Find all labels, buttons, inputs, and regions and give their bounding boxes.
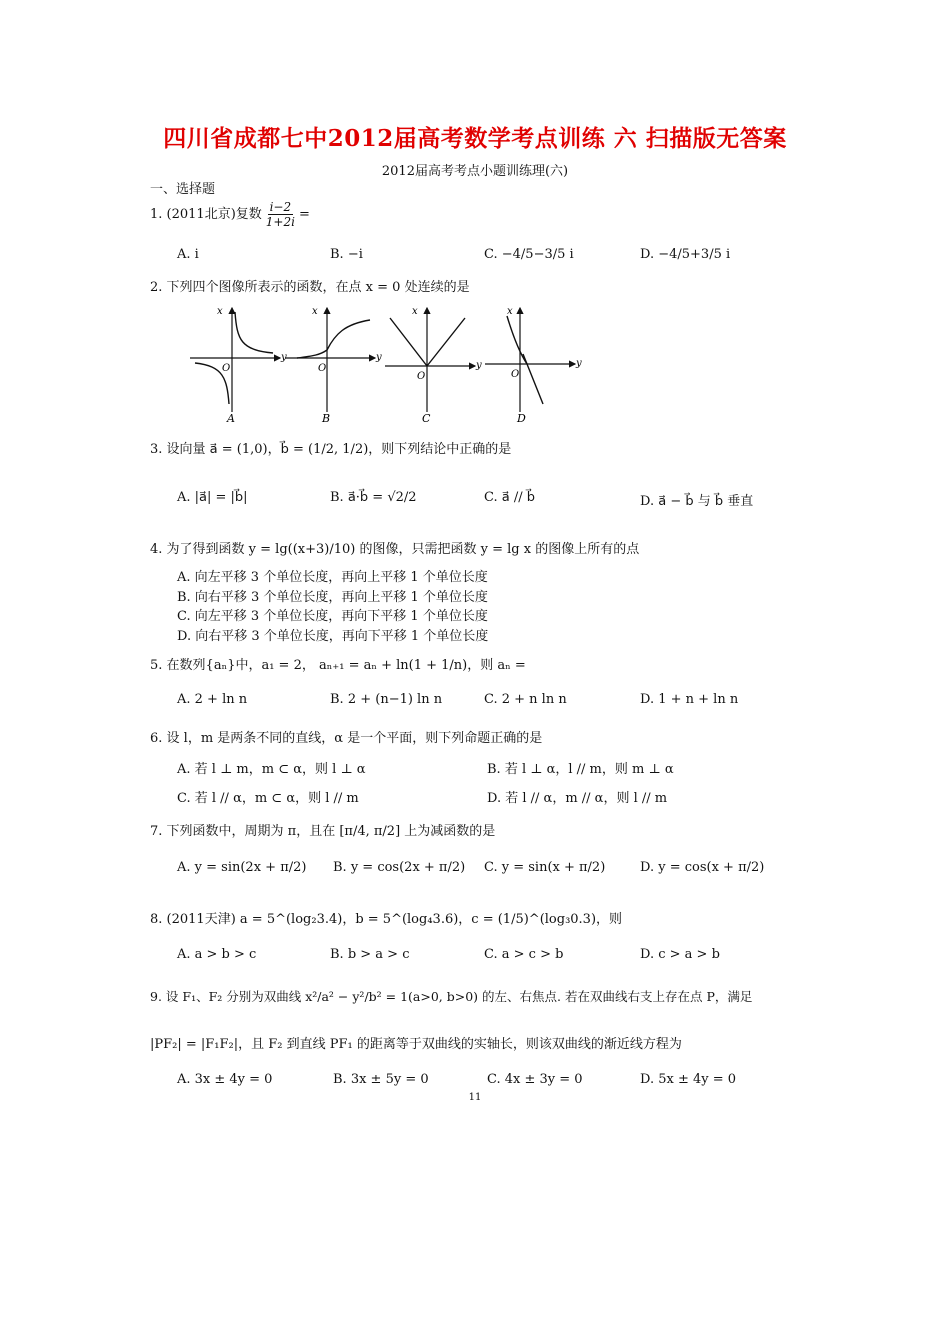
svg-text:C: C (422, 412, 431, 425)
question-5: 5. 在数列{aₙ}中，a₁ = 2， aₙ₊₁ = aₙ + ln(1 + 1/n)，则 aₙ = (150, 658, 526, 673)
q5-option-b: B. 2 + (n−1) ln n (330, 692, 443, 707)
function-graphs (185, 300, 605, 425)
svg-text:A: A (227, 412, 235, 425)
q6-option-d: D. 若 l // α，m // α，则 l // m (487, 791, 668, 806)
q4-option-a: A. 向左平移 3 个单位长度，再向上平移 1 个单位长度 (177, 570, 488, 585)
document-title: 四川省成都七中2012届高考数学考点训练 六 扫描版无答案 (163, 125, 787, 152)
q7-option-d: D. y = cos(x + π/2) (640, 860, 765, 875)
q3-option-a: A. |a⃗| = |b⃗| (177, 490, 248, 505)
svg-text:O: O (222, 363, 231, 374)
q3-option-d: D. a⃗ − b⃗ 与 b⃗ 垂直 (640, 494, 754, 509)
q1-option-a: A. i (177, 247, 199, 262)
fraction: $\frac{i-2}{1+2i}$ (265, 200, 295, 229)
q8-option-b: B. b > a > c (330, 947, 410, 962)
svg-text:y: y (281, 352, 287, 363)
q1-option-b: B. −i (330, 247, 363, 262)
svg-text:x: x (507, 306, 513, 317)
q7-option-a: A. y = sin(2x + π/2) (177, 860, 307, 875)
q6-option-b: B. 若 l ⊥ α，l // m，则 m ⊥ α (487, 762, 674, 777)
question-3: 3. 设向量 a⃗ = (1,0)，b⃗ = (1/2, 1/2)，则下列结论中正确的是 (150, 442, 512, 457)
svg-text:x: x (412, 306, 418, 317)
question-8: 8. (2011天津) a = 5^(log₂3.4)，b = 5^(log₄3.6)，c = (1/5)^(log₃0.3)，则 (150, 912, 623, 927)
svg-text:O: O (511, 369, 520, 380)
svg-text:x: x (217, 306, 223, 317)
graph-d (485, 306, 582, 425)
svg-text:D: D (517, 412, 526, 425)
q9-option-b: B. 3x ± 5y = 0 (333, 1072, 429, 1087)
svg-text:y: y (476, 360, 482, 371)
q4-option-d: D. 向右平移 3 个单位长度，再向下平移 1 个单位长度 (177, 629, 489, 644)
q3-option-b: B. a⃗·b⃗ = √2/2 (330, 490, 417, 505)
graph-a (190, 306, 287, 425)
q8-option-a: A. a > b > c (177, 947, 257, 962)
q8-option-c: C. a > c > b (484, 947, 564, 962)
question-7: 7. 下列函数中，周期为 π，且在 [π/4, π/2] 上为减函数的是 (150, 824, 496, 839)
q9-option-c: C. 4x ± 3y = 0 (487, 1072, 583, 1087)
svg-text:O: O (417, 371, 426, 382)
graph-b (285, 306, 382, 425)
graph-c (385, 306, 482, 425)
q7-option-c: C. y = sin(x + π/2) (484, 860, 606, 875)
q1-option-d: D. −4/5+3/5 i (640, 247, 731, 262)
q5-option-a: A. 2 + ln n (177, 692, 248, 707)
question-2: 2. 下列四个图像所表示的函数，在点 x = 0 处连续的是 (150, 280, 470, 295)
question-9-continued: |PF₂| = |F₁F₂|，且 F₂ 到直线 PF₁ 的距离等于双曲线的实轴长，则该双曲线的渐近线方程为 (150, 1037, 682, 1052)
question-4: 4. 为了得到函数 y = lg((x+3)/10) 的图像，只需把函数 y = lg x 的图像上所有的点 (150, 542, 640, 557)
page-number: 11 (468, 1092, 482, 1103)
q4-option-b: B. 向右平移 3 个单位长度，再向上平移 1 个单位长度 (177, 590, 488, 605)
svg-text:y: y (376, 352, 382, 363)
question-6: 6. 设 l，m 是两条不同的直线，α 是一个平面，则下列命题正确的是 (150, 731, 543, 746)
q1-option-c: C. −4/5−3/5 i (484, 247, 574, 262)
q8-option-d: D. c > a > b (640, 947, 720, 962)
q9-option-d: D. 5x ± 4y = 0 (640, 1072, 737, 1087)
q5-option-d: D. 1 + n + ln n (640, 692, 739, 707)
q9-option-a: A. 3x ± 4y = 0 (177, 1072, 273, 1087)
question-9: 9. 设 F₁、F₂ 分别为双曲线 x²/a² − y²/b² = 1(a>0, b>0) 的左、右焦点. 若在双曲线右支上存在点 P，满足 (150, 989, 753, 1004)
svg-text:x: x (312, 306, 318, 317)
svg-text:B: B (322, 412, 331, 425)
q7-option-b: B. y = cos(2x + π/2) (333, 860, 466, 875)
q6-option-a: A. 若 l ⊥ m，m ⊂ α，则 l ⊥ α (177, 762, 366, 777)
svg-text:y: y (576, 358, 582, 369)
question-1: 1. (2011北京)复数 $\frac{i-2}{1+2i}$ = (150, 200, 310, 229)
q5-option-c: C. 2 + n ln n (484, 692, 567, 707)
q6-option-c: C. 若 l // α，m ⊂ α，则 l // m (177, 791, 359, 806)
svg-text:O: O (318, 363, 327, 374)
document-subtitle: 2012届高考考点小题训练理(六) (381, 164, 569, 179)
section-heading: 一、选择题 (150, 182, 216, 197)
q4-option-c: C. 向左平移 3 个单位长度，再向下平移 1 个单位长度 (177, 609, 488, 624)
q3-option-c: C. a⃗ // b⃗ (484, 490, 535, 505)
